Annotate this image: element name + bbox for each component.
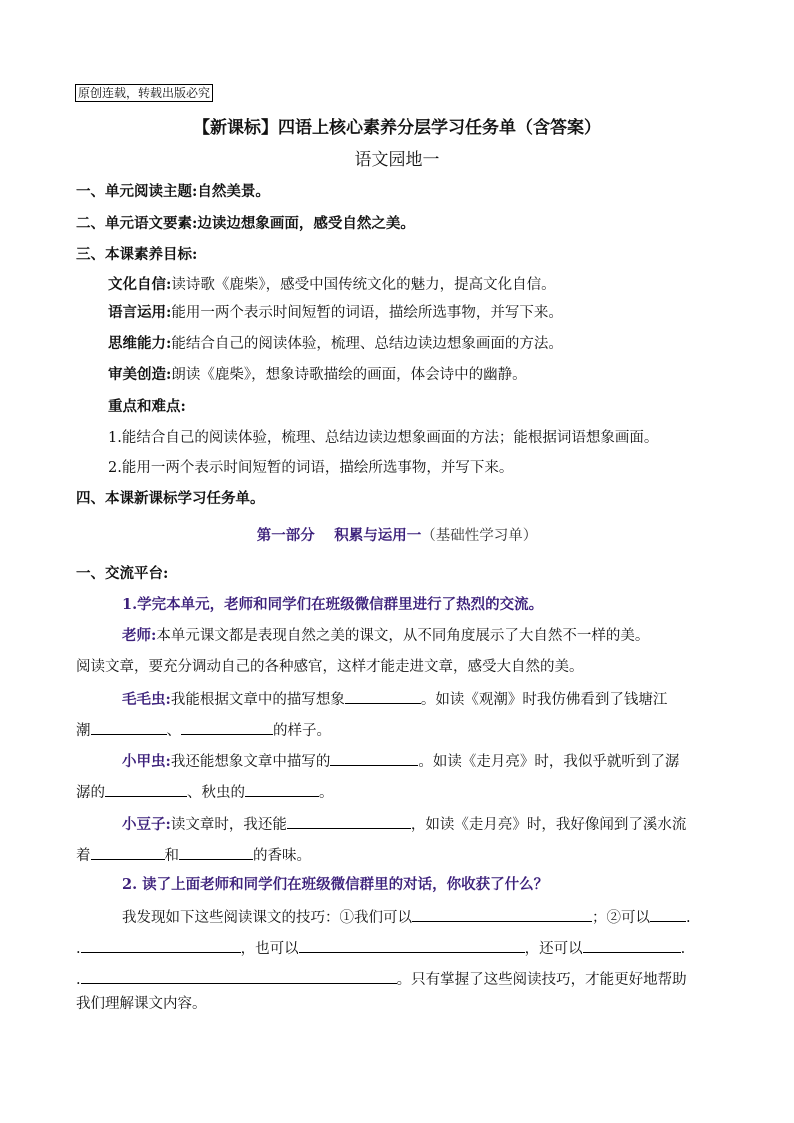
speaker-text: 。如读《观潮》时我仿佛看到了钱塘江: [420, 692, 668, 708]
platform-heading: 一、交流平台:: [76, 565, 169, 582]
speaker-text: 、秋虫的: [187, 785, 245, 801]
section-label: 一、单元阅读主题:: [76, 183, 198, 200]
answer-text: ，也可以: [240, 941, 299, 957]
goal-label: 语言运用:: [108, 304, 172, 321]
speaker-text: 我能根据文章中的描写想象: [170, 692, 345, 708]
part-heading: [0, 526, 794, 546]
goal-item: [108, 334, 563, 354]
goal-text: 读诗歌《鹿柴》，感受中国传统文化的魅力，提高文化自信。: [171, 277, 556, 293]
maomao-line: [122, 688, 667, 710]
speaker-text: 潮: [76, 723, 91, 739]
fill-blank[interactable]: [179, 844, 253, 860]
speaker-text: 读文章时，我还能: [170, 817, 287, 833]
answer-text: ；②可以: [592, 910, 650, 926]
section-task-sheet: 四、本课新课标学习任务单。: [76, 490, 265, 507]
speaker-text: 的香味。: [253, 848, 311, 864]
teacher-line-cont: 阅读文章，要充分调动自己的各种感官，这样才能走进文章，感受大自然的美。: [76, 659, 584, 675]
section-label: 二、单元语文要素:: [76, 215, 198, 232]
copyright-stamp: 原创连载，转载出版必究: [75, 84, 213, 102]
goal-text: 朗读《鹿柴》，想象诗歌描绘的画面，体会诗中的幽静。: [171, 367, 527, 383]
goal-text: 能结合自己的阅读体验，梳理、总结边读边想象画面的方法。: [171, 336, 563, 352]
fill-blank[interactable]: [650, 906, 686, 922]
speaker-text: 潺的: [76, 785, 105, 801]
answer-text: ，还可以: [524, 941, 583, 957]
key-points-heading: 重点和难点:: [108, 398, 186, 415]
xiaojia-line-cont: [76, 781, 334, 803]
answer-text: .: [76, 972, 81, 988]
speaker-text: 着: [76, 848, 91, 864]
speaker-text: 本单元课文都是表现自然之美的课文，从不同角度展示了大自然不一样的美。: [156, 628, 650, 644]
speaker-text: 、: [166, 723, 181, 739]
section-text: 边读边想象画面，感受自然之美。: [197, 215, 415, 232]
fill-blank[interactable]: [287, 813, 411, 829]
fill-blank[interactable]: [345, 688, 421, 704]
fill-blank[interactable]: [412, 906, 592, 922]
fill-blank[interactable]: [245, 781, 319, 797]
document-title: 【新课标】四语上核心素养分层学习任务单（含答案）: [193, 118, 601, 138]
fill-blank[interactable]: [583, 937, 681, 953]
fill-blank[interactable]: [105, 781, 187, 797]
answer-text: 我发现如下这些阅读课文的技巧：①我们可以: [122, 910, 412, 926]
speaker-label: 老师:: [122, 627, 157, 644]
answer-text: 。只有掌握了这些阅读技巧，才能更好地帮助: [396, 972, 687, 988]
section-goals-heading: 三、本课素养目标:: [76, 246, 198, 263]
question-2: 2. 读了上面老师和同学们在班级微信群里的对话，你收获了什么？: [122, 876, 549, 893]
xiaodou-line-cont: [76, 844, 311, 866]
part-title: 第一部分 积累与运用一: [256, 527, 422, 544]
section-language-element: [76, 214, 415, 234]
xiaodou-line: [122, 813, 686, 835]
speaker-text: 的样子。: [273, 723, 331, 739]
answer-line-1: [122, 906, 691, 928]
part-note: （基础性学习单）: [421, 528, 538, 544]
answer-text: .: [686, 910, 691, 926]
goal-item: [108, 275, 556, 295]
fill-blank[interactable]: [330, 750, 418, 766]
answer-line-3: [76, 968, 687, 990]
section-text: 自然美景。: [197, 183, 270, 200]
document-subtitle: 语文园地一: [354, 150, 440, 170]
key-point-item: 1.能结合自己的阅读体验，梳理、总结边读边想象画面的方法；能根据词语想象画面。: [108, 430, 659, 446]
key-point-item: 2.能用一两个表示时间短暂的词语，描绘所选事物，并写下来。: [108, 460, 514, 476]
goal-label: 审美创造:: [108, 366, 172, 383]
goal-item: [108, 303, 563, 323]
speaker-text: ，如读《走月亮》时，我好像闻到了溪水流: [410, 817, 687, 833]
speaker-text: 和: [164, 848, 179, 864]
speaker-label: 小甲虫:: [122, 753, 171, 770]
fill-blank[interactable]: [91, 719, 167, 735]
goal-item: [108, 365, 527, 385]
speaker-label: 毛毛虫:: [122, 691, 171, 708]
fill-blank[interactable]: [299, 937, 525, 953]
speaker-text: 。如读《走月亮》时，我似乎就听到了潺: [418, 754, 680, 770]
maomao-line-cont: [76, 719, 331, 741]
teacher-line: [122, 626, 649, 646]
goal-label: 思维能力:: [108, 335, 172, 352]
goal-text: 能用一两个表示时间短暂的词语，描绘所选事物，并写下来。: [171, 305, 563, 321]
question-1: 1.学完本单元，老师和同学们在班级微信群里进行了热烈的交流。: [122, 596, 544, 613]
answer-text: .: [680, 941, 686, 957]
speaker-text: 我还能想象文章中描写的: [170, 754, 331, 770]
speaker-text: 。: [319, 785, 334, 801]
section-reading-theme: [76, 182, 270, 202]
fill-blank[interactable]: [81, 937, 241, 953]
xiaojia-line: [122, 750, 679, 772]
fill-blank[interactable]: [91, 844, 165, 860]
answer-text: .: [76, 941, 81, 957]
speaker-label: 小豆子:: [122, 816, 171, 833]
fill-blank[interactable]: [181, 719, 273, 735]
answer-line-4: 我们理解课文内容。: [76, 996, 207, 1012]
fill-blank[interactable]: [81, 968, 397, 984]
goal-label: 文化自信:: [108, 276, 172, 293]
answer-line-2: [76, 937, 685, 959]
